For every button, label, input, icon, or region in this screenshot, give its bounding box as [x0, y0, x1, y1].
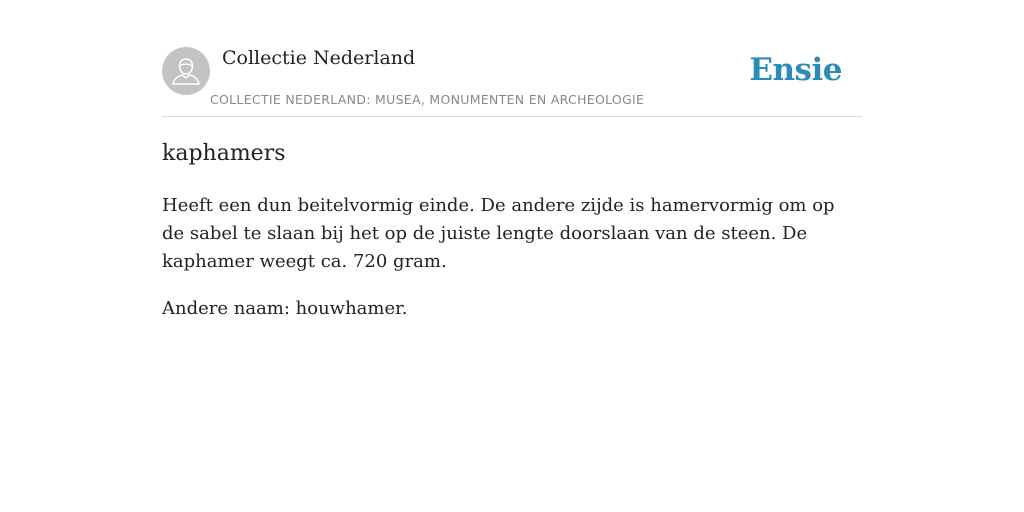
entry-paragraph: Andere naam: houwhamer. — [162, 298, 408, 319]
brand-logo[interactable]: Ensie — [749, 52, 842, 88]
avatar[interactable] — [162, 47, 210, 95]
entry-paragraph: Heeft een dun beitelvormig einde. De andere zijde is hamervormig om op de sabel te slaan bij het op de juiste lengte doorslaan van de steen. De kaphamer weegt ca. 720 gram. — [162, 195, 835, 272]
entry-term: kaphamers — [162, 141, 286, 166]
source-label[interactable]: COLLECTIE NEDERLAND: MUSEA, MONUMENTEN EN ARCHEOLOGIE — [210, 92, 645, 107]
entry-header — [162, 46, 862, 117]
author-name[interactable]: Collectie Nederland — [222, 47, 416, 69]
user-icon — [162, 47, 210, 95]
entry-content — [162, 138, 862, 342]
